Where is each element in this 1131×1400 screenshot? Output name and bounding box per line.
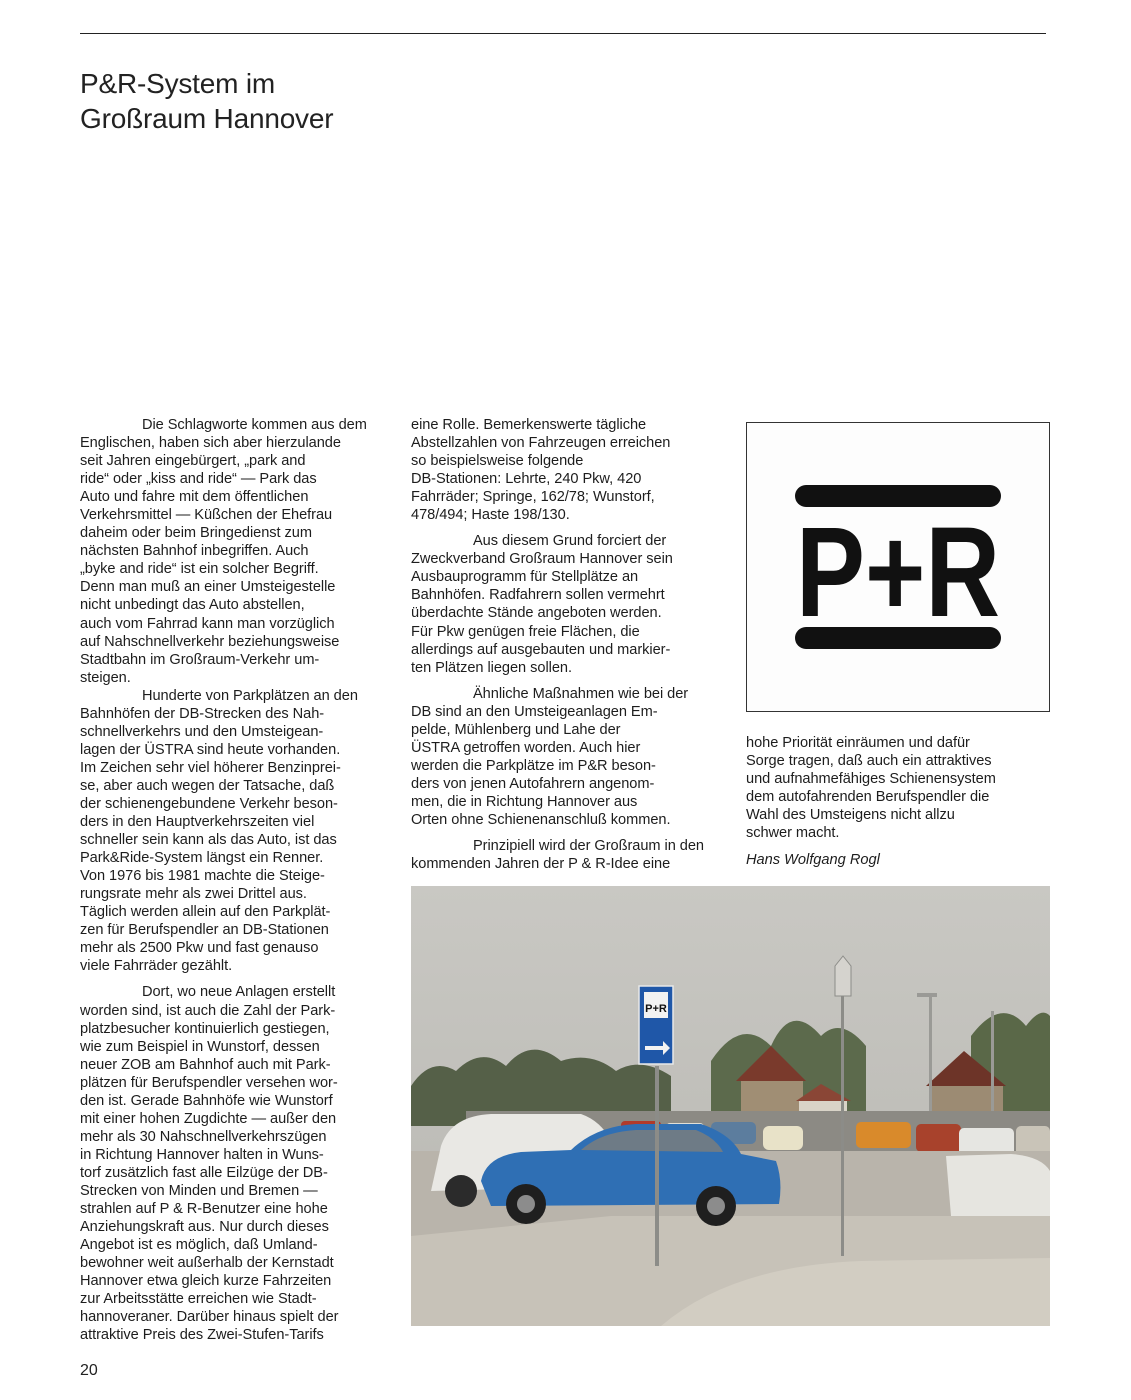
top-rule <box>80 33 1046 34</box>
car-hubcap <box>517 1195 535 1213</box>
street-lamp-pole <box>991 1011 994 1126</box>
paragraph: Ähnliche Maßnahmen wie bei der DB sind an den Umsteigeanlagen Em- pelde, Mühlenberg und Lahe der ÜSTRA getroffen worden. Auch hier werden die Parkplätze im P&R beson- ders von jenen Autofahrern angenom- men, die in Richtung Hannover aus Orten ohne Schienenanschluß kommen. <box>411 685 689 828</box>
paragraph: hohe Priorität einräumen und dafür Sorge tragen, daß auch ein attraktives und aufnahmefähiges Schienensystem dem autofahrenden Berufspendler die Wahl des Umsteigens nicht allzu schwer macht. <box>746 735 996 842</box>
text-column-1 <box>80 416 376 1344</box>
parked-car <box>916 1124 961 1152</box>
paragraph: eine Rolle. Bemerkenswerte tägliche Abstellzahlen von Fahrzeugen erreichen so beispielsweise folgende DB-Stationen: Lehrte, 240 Pkw, 420 Fahrräder; Springe, 162/78; Wunstorf, 478/494; Haste 198/130. <box>411 417 671 524</box>
park-and-ride-parking-lot-photo <box>411 886 1050 1326</box>
page-number: 20 <box>80 1362 98 1379</box>
street-lamp-head <box>917 993 937 997</box>
car-hubcap <box>707 1197 725 1215</box>
park-and-ride-logo-icon <box>747 423 1049 711</box>
text-column-3 <box>746 734 1046 842</box>
logo-text: P+R <box>796 501 1000 644</box>
sign-logo-text: P+R <box>645 1003 667 1015</box>
author-signature: Hans Wolfgang Rogl <box>746 852 880 868</box>
white-car-right <box>946 1154 1050 1216</box>
car-wheel <box>445 1175 477 1207</box>
article-title <box>80 66 480 136</box>
street-lamp-pole <box>929 996 932 1126</box>
paragraph: Hunderte von Parkplätzen an den Bahnhöfen der DB-Strecken des Nah- schnellverkehrs und den Umsteigean- lagen der ÜSTRA sind heute vorhanden. Im Zeichen sehr viel höherer Benzinprei- se, aber auch wegen der Tatsache, daß der schienengebundene Verkehr beson- ders in den Hauptverkehrszeiten viel schneller sein kann als das Auto, ist das Park&Ride-System längst ein Renner. Von 1976 bis 1981 machte die Steige- rungsrate mehr als zwei Drittel aus. Täglich werden allein auf den Parkplät- zen für Berufspendler an DB-Stationen mehr als 2500 Pkw und fast genauso viele Fahrräder gezählt. <box>80 687 358 975</box>
sign-pole <box>655 1066 659 1266</box>
article-title-line-1: P&R-System im <box>80 68 275 99</box>
paragraph: Die Schlagworte kommen aus dem Englischen, haben sich aber hierzulande seit Jahren eingebürgert, „park and ride“ oder „kiss and ride“ — Park das Auto und fahre mit dem öffentlichen Verkehrsmittel — Küßchen der Ehefrau daheim oder beim Bringedienst zum nächsten Bahnhof inbegriffen. Auch „byke and ride“ ist ein solcher Begriff. Denn man muß an einer Umsteigestelle nicht unbedingt das Auto abstellen, auch vom Fahrrad kann man vorzüglich auf Nahschnellverkehr beziehungsweise Stadtbahn im Großraum-Verkehr um- steigen. <box>80 417 367 686</box>
sign-pole <box>841 966 844 1256</box>
parked-car <box>856 1122 911 1148</box>
text-column-2 <box>411 416 711 873</box>
article-title-line-2: Großraum Hannover <box>80 103 334 134</box>
paragraph: Prinzipiell wird der Großraum in den kommenden Jahren der P & R-Idee eine <box>411 838 704 873</box>
park-and-ride-logo-box <box>746 422 1050 712</box>
parked-car <box>763 1126 803 1150</box>
paragraph: Dort, wo neue Anlagen erstellt worden sind, ist auch die Zahl der Park- platzbesucher kontinuierlich gestiegen, wie zum Beispiel in Wunstorf, dessen neuer ZOB am Bahnhof auch mit Park- plätzen für Berufspendler versehen wor- den ist. Gerade Bahnhöfe wie Wunstorf mit einer hohen Zugdichte — außer den mehr als 30 Nahschnellverkehrszügen in Richtung Hannover halten in Wuns- torf zusätzlich fast alle Eilzüge der DB- Strecken von Minden und Bremen — strahlen auf P & R-Benutzer eine hohe Anziehungskraft aus. Nur durch dieses Angebot ist es möglich, daß Umland- bewohner weit außerhalb der Kernstadt Hannover etwa gleich kurze Fahrzeiten zur Arbeitsstätte erreichen wie Stadt- hannoveraner. Darüber hinaus spielt der attraktive Preis des Zwei-Stufen-Tarifs <box>80 984 339 1344</box>
paragraph: Aus diesem Grund forciert der Zweckverband Großraum Hannover sein Ausbauprogramm für Stellplätze an Bahnhöfen. Radfahrern sollen vermehrt überdachte Stände angeboten werden. Für Pkw genügen freie Flächen, die allerdings auf ausgebauten und markier- ten Plätzen liegen sollen. <box>411 533 673 676</box>
